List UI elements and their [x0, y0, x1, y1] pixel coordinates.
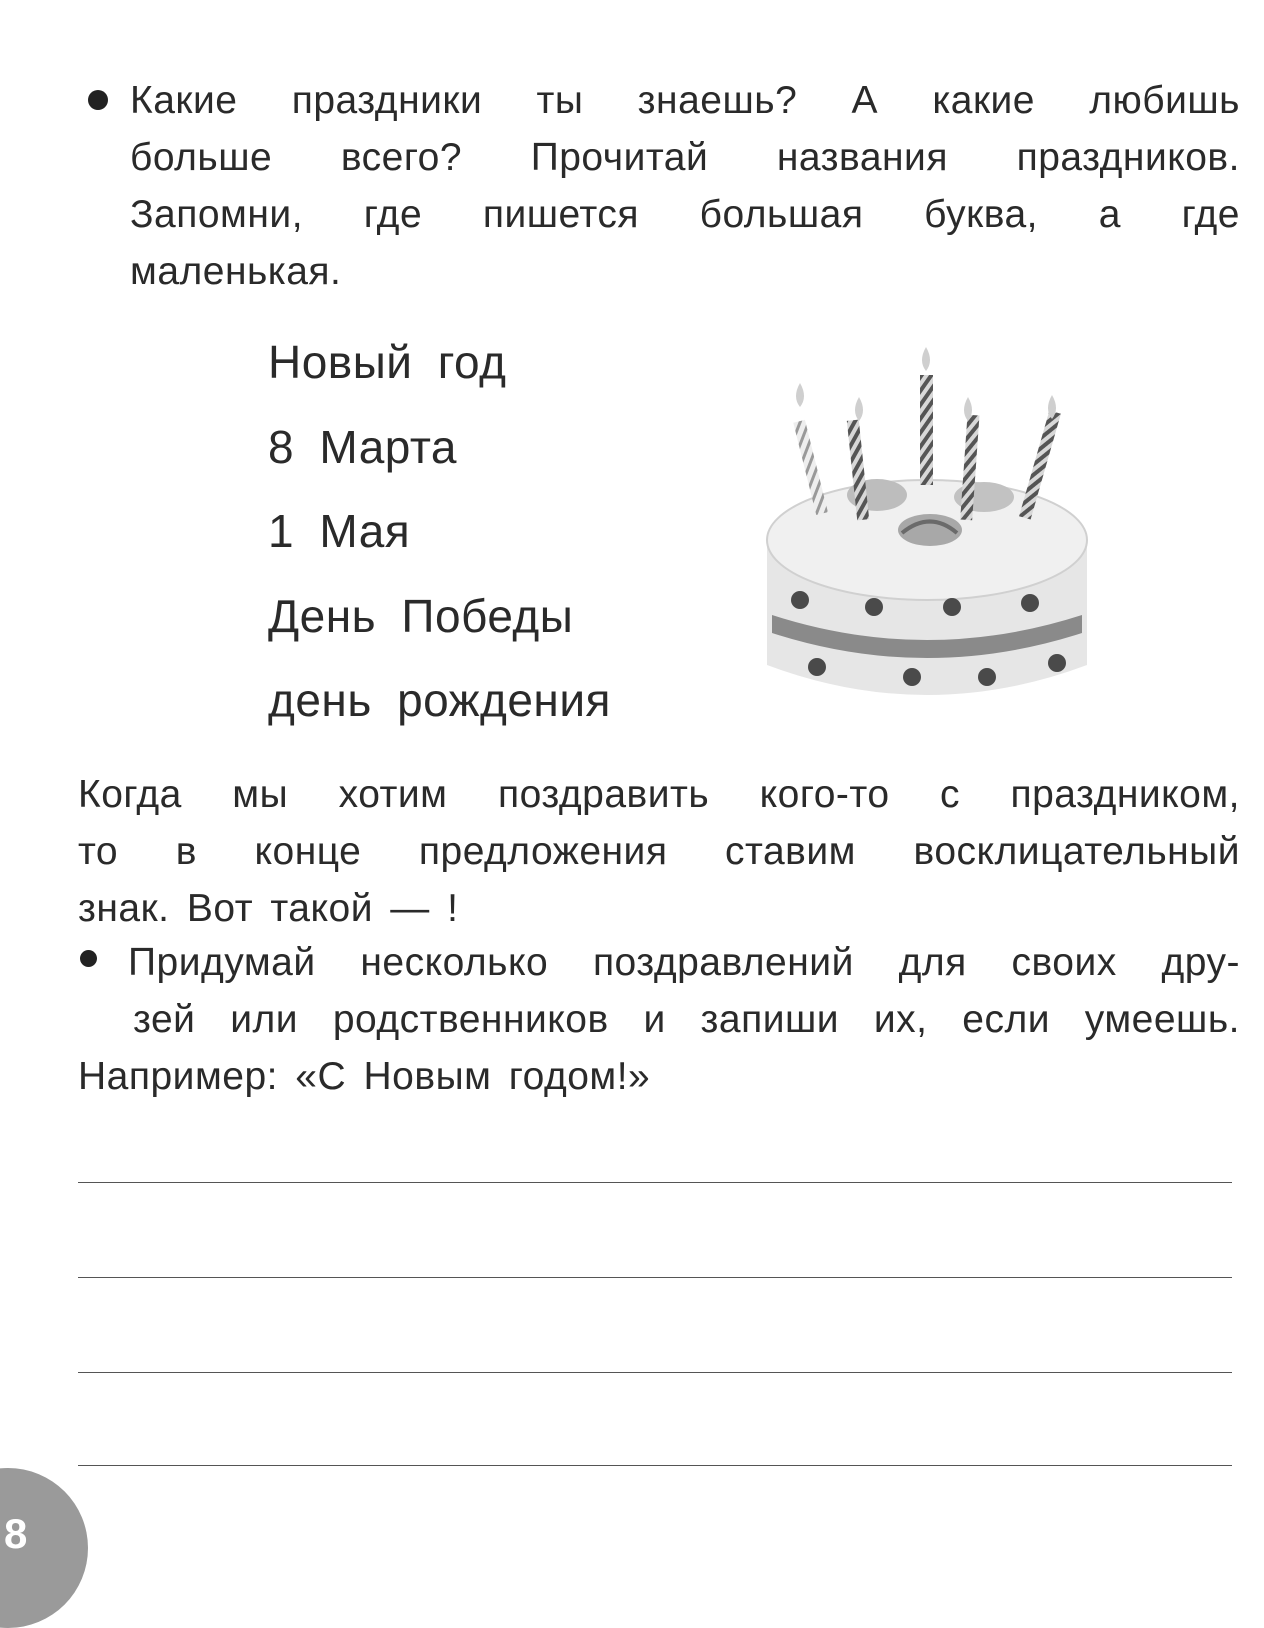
- info-line: знак. Вот такой — !: [78, 887, 459, 930]
- writing-line[interactable]: [78, 1182, 1232, 1183]
- holiday-item: день рождения: [268, 674, 611, 726]
- holiday-item: День Победы: [268, 589, 574, 642]
- task-2-line: Придумай несколько поздравлений для своих дру-: [128, 941, 1240, 984]
- writing-line[interactable]: [78, 1465, 1232, 1466]
- info-text: [78, 766, 1240, 937]
- task-1-line: Запомни, где пишется большая буква, а где: [130, 193, 1240, 236]
- task-2-text: [78, 934, 1240, 1105]
- holiday-item: 1 Мая: [268, 505, 411, 557]
- writing-line[interactable]: [78, 1277, 1232, 1278]
- task-2-line: зей или родственников и запиши их, если умеешь.: [133, 998, 1240, 1041]
- holiday-list: [268, 320, 611, 743]
- task-1-line: Какие праздники ты знаешь? А какие любишь: [130, 79, 1240, 122]
- holiday-item: Новый год: [268, 336, 507, 388]
- info-line: то в конце предложения ставим восклицательный: [78, 830, 1240, 873]
- bullet-icon: [88, 90, 108, 110]
- task-1-line: больше всего? Прочитай названия праздников.: [130, 136, 1240, 179]
- birthday-cake-icon: [752, 335, 1102, 725]
- page-number: 8: [4, 1510, 28, 1557]
- info-line: Когда мы хотим поздравить кого-то с праздником,: [78, 773, 1240, 816]
- writing-line[interactable]: [78, 1372, 1232, 1373]
- task-1-text: [130, 72, 1240, 300]
- holiday-item: 8 Марта: [268, 420, 457, 473]
- task-2-line: Например: «С Новым годом!»: [78, 1055, 651, 1098]
- task-1-line: маленькая.: [130, 250, 342, 293]
